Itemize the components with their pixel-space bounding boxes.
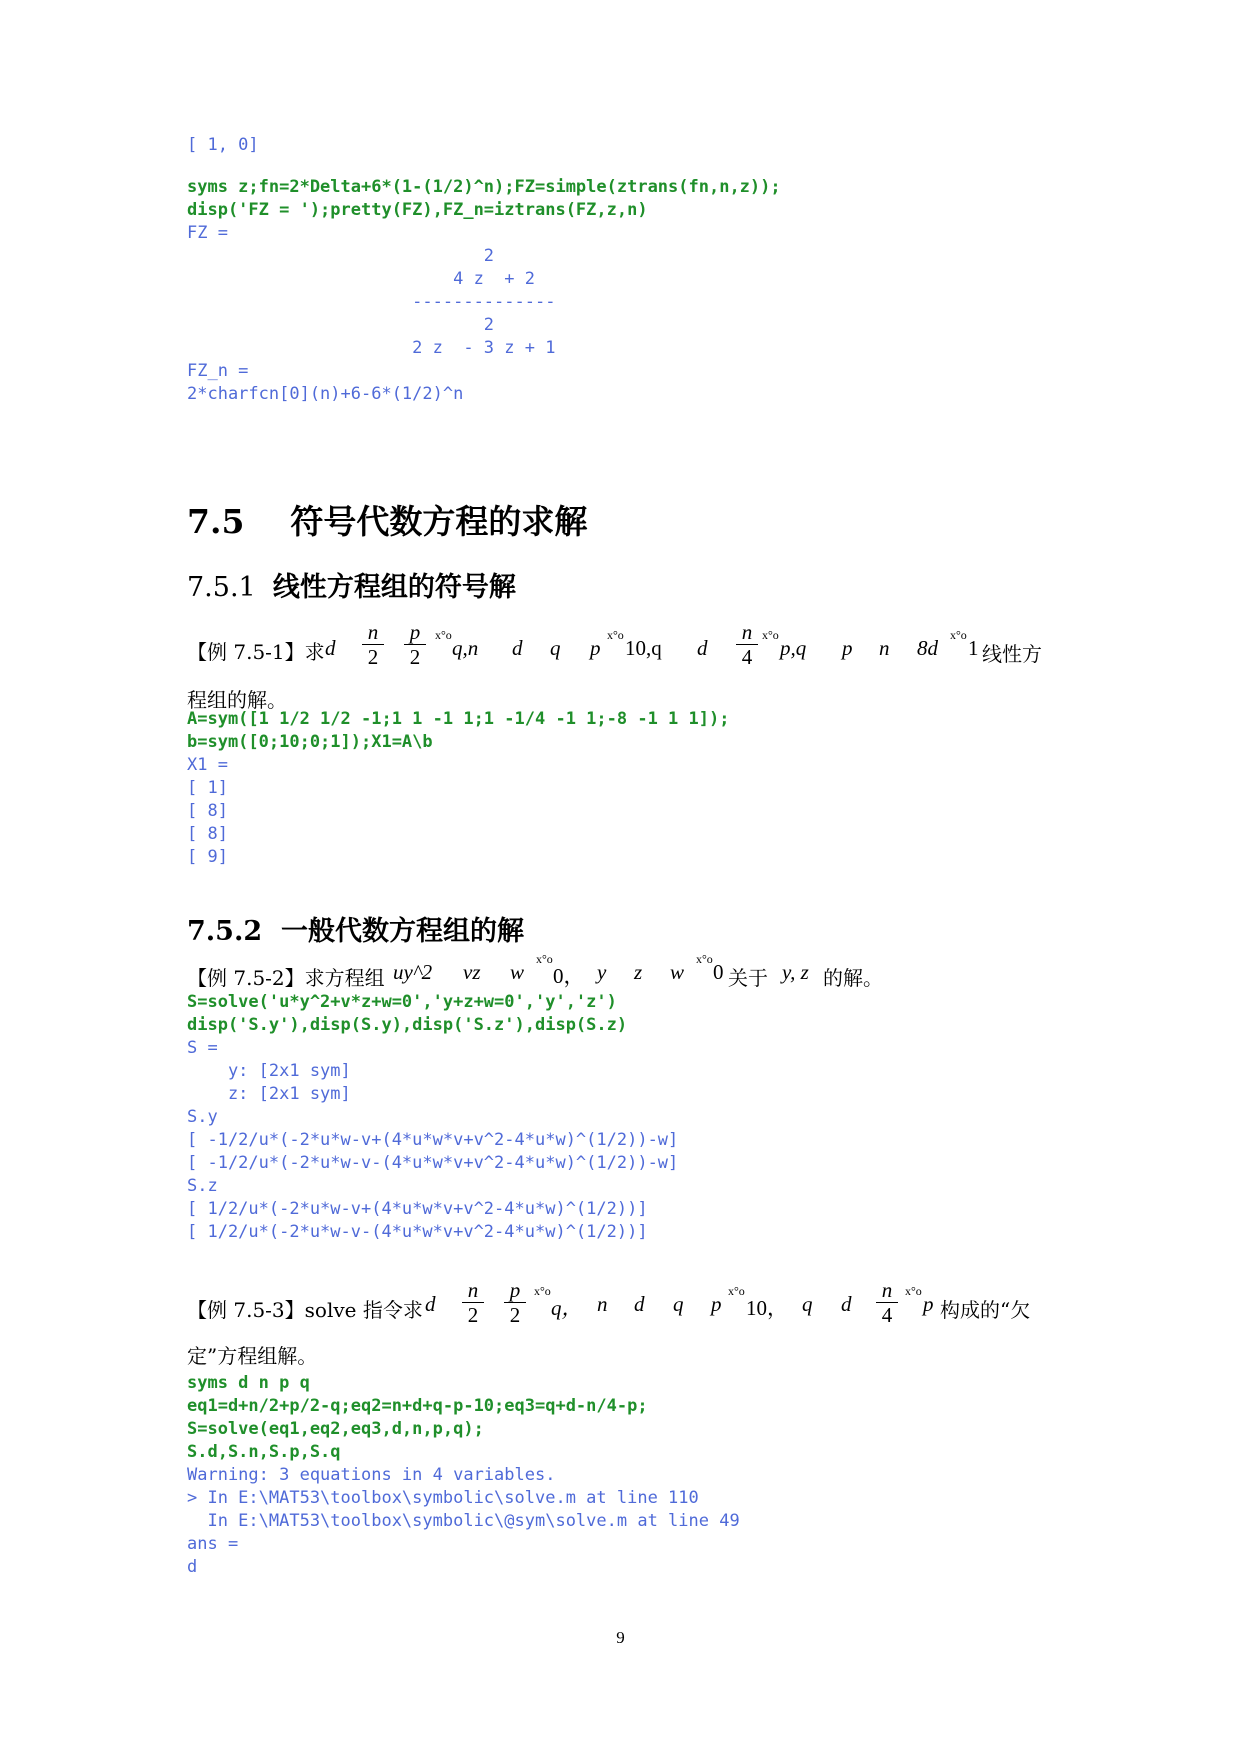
output-line: z: [2x1 sym] [187, 1084, 351, 1104]
math-var: p [842, 636, 853, 660]
math-var: d [697, 636, 708, 660]
output-line: [ 1/2/u*(-2*u*w-v-(4*u*w*v+v^2-4*u*w)^(1/2))] [187, 1222, 648, 1242]
example-tail: 的解。 [823, 966, 883, 990]
output-line: [ 8] [187, 801, 228, 821]
example-lead: 求方程组 [304, 966, 385, 990]
garbled-symbol: x°o [762, 628, 779, 642]
math-var: 8d [917, 636, 938, 660]
section-title: 符号代数方程的求解 [290, 502, 588, 541]
math-var: d [425, 1292, 436, 1316]
example-text: 关于 [728, 966, 768, 990]
example-continuation: 定”方程组解。 [187, 1344, 318, 1368]
garbled-symbol: x°o [905, 1284, 922, 1298]
math-value: 0 [713, 960, 724, 984]
subsection-number: 7.5.1 [187, 572, 256, 603]
output-line: y: [2x1 sym] [187, 1061, 351, 1081]
command-line: S=solve('u*y^2+v*z+w=0','y+z+w=0','y','z') [187, 992, 617, 1012]
output-line: ans = [187, 1534, 239, 1554]
output-line: [ -1/2/u*(-2*u*w-v-(4*u*w*v+v^2-4*u*w)^(1/2))-w] [187, 1153, 679, 1173]
output-line: 2 [187, 315, 495, 335]
math-var: p [923, 1292, 934, 1316]
math-value: 10,q [625, 636, 662, 660]
command-line: A=sym([1 1/2 1/2 -1;1 1 -1 1;1 -1/4 -1 1;-8 -1 1 1]); [187, 709, 730, 729]
math-var: d [841, 1292, 852, 1316]
output-line: S = [187, 1038, 218, 1058]
output-line: > In E:\MAT53\toolbox\symbolic\solve.m at line 110 [187, 1488, 699, 1508]
output-line: 4 z + 2 [187, 269, 535, 289]
fraction: p 2 [404, 620, 426, 669]
command-line: b=sym([0;10;0;1]);X1=A\b [187, 732, 433, 752]
fraction: p 2 [504, 1278, 526, 1327]
command-line: disp('FZ = ');pretty(FZ),FZ_n=iztrans(FZ,z,n) [187, 200, 648, 220]
subsection-number: 7.5.2 [187, 916, 263, 947]
subsection-title: 线性方程组的符号解 [272, 572, 516, 603]
output-line: 2 z - 3 z + 1 [187, 338, 556, 358]
garbled-symbol: x°o [534, 1284, 551, 1298]
math-var: p [590, 636, 601, 660]
section-heading [187, 496, 587, 543]
example-tag: 【例 7.5-2】 [187, 966, 305, 990]
output-line: S.y [187, 1107, 218, 1127]
math-var: p [711, 1292, 722, 1316]
math-value: 1 [968, 636, 979, 660]
math-var: y, z [782, 960, 809, 984]
command-line: eq1=d+n/2+p/2-q;eq2=n+d+q-p-10;eq3=q+d-n/4-p; [187, 1396, 648, 1416]
math-var: q [550, 636, 561, 660]
output-line: 2*charfcn[0](n)+6-6*(1/2)^n [187, 384, 464, 404]
output-line: In E:\MAT53\toolbox\symbolic\@sym\solve.m at line 49 [187, 1511, 740, 1531]
output-line: 2 [187, 246, 495, 266]
example-lead: 求 [304, 640, 325, 664]
section-number: 7.5 [187, 502, 245, 541]
example-tail: 构成的“欠 [940, 1298, 1031, 1322]
math-var: p,q [780, 636, 807, 660]
example-tag: 【例 7.5-1】 [187, 640, 305, 664]
math-var: q [802, 1292, 813, 1316]
fraction: n 4 [736, 620, 758, 669]
math-var: vz [463, 960, 481, 984]
garbled-symbol: x°o [435, 628, 452, 642]
math-var: q， [551, 1296, 583, 1320]
output-line: S.z [187, 1176, 218, 1196]
output-line: [ -1/2/u*(-2*u*w-v+(4*u*w*v+v^2-4*u*w)^(1/2))-w] [187, 1130, 679, 1150]
math-var: d [325, 636, 336, 660]
example-tag: 【例 7.5-3】 [187, 1298, 305, 1322]
math-var: n [597, 1292, 608, 1316]
garbled-symbol: x°o [696, 952, 713, 966]
output-line: [ 9] [187, 847, 228, 867]
output-line: FZ = [187, 223, 228, 243]
subsection-heading [187, 565, 516, 604]
output-line: [ 1] [187, 778, 228, 798]
math-var: z [634, 960, 643, 984]
math-expr: uy^2 [393, 960, 433, 984]
subsection-title: 一般代数方程组的解 [280, 916, 524, 947]
math-var: w [510, 960, 525, 984]
math-var: d [512, 636, 523, 660]
math-value: 10， [746, 1296, 788, 1320]
fraction: n 2 [362, 620, 384, 669]
subsection-heading [187, 909, 524, 948]
math-var: q,n [452, 636, 479, 660]
command-line: syms z;fn=2*Delta+6*(1-(1/2)^n);FZ=simple(ztrans(fn,n,z)); [187, 177, 781, 197]
garbled-symbol: x°o [536, 952, 553, 966]
output-line: X1 = [187, 755, 228, 775]
command-line: syms d n p q [187, 1373, 310, 1393]
example-continuation: 程组的解。 [187, 688, 287, 712]
math-value: 0， [553, 964, 585, 988]
command-line: S.d,S.n,S.p,S.q [187, 1442, 341, 1462]
output-line: [ 8] [187, 824, 228, 844]
garbled-symbol: x°o [607, 628, 624, 642]
output-line: d [187, 1557, 198, 1577]
page-number: 9 [616, 1628, 625, 1647]
command-line: disp('S.y'),disp(S.y),disp('S.z'),disp(S.z) [187, 1015, 628, 1035]
math-var: q [673, 1292, 684, 1316]
fraction: n 2 [462, 1278, 484, 1327]
example-lead: solve 指令求 [304, 1298, 423, 1322]
command-line: S=solve(eq1,eq2,eq3,d,n,p,q); [187, 1419, 484, 1439]
example-tail: 线性方 [982, 642, 1042, 666]
fraction: n 4 [876, 1278, 898, 1327]
output-line: -------------- [187, 292, 556, 312]
math-var: y [597, 960, 607, 984]
garbled-symbol: x°o [950, 628, 967, 642]
output-line: Warning: 3 equations in 4 variables. [187, 1465, 556, 1485]
math-var: n [879, 636, 890, 660]
garbled-symbol: x°o [728, 1284, 745, 1298]
math-var: d [634, 1292, 645, 1316]
math-var: w [670, 960, 685, 984]
output-line: [ 1/2/u*(-2*u*w-v+(4*u*w*v+v^2-4*u*w)^(1/2))] [187, 1199, 648, 1219]
output-line: [ 1, 0] [187, 135, 259, 155]
output-line: FZ_n = [187, 361, 249, 381]
